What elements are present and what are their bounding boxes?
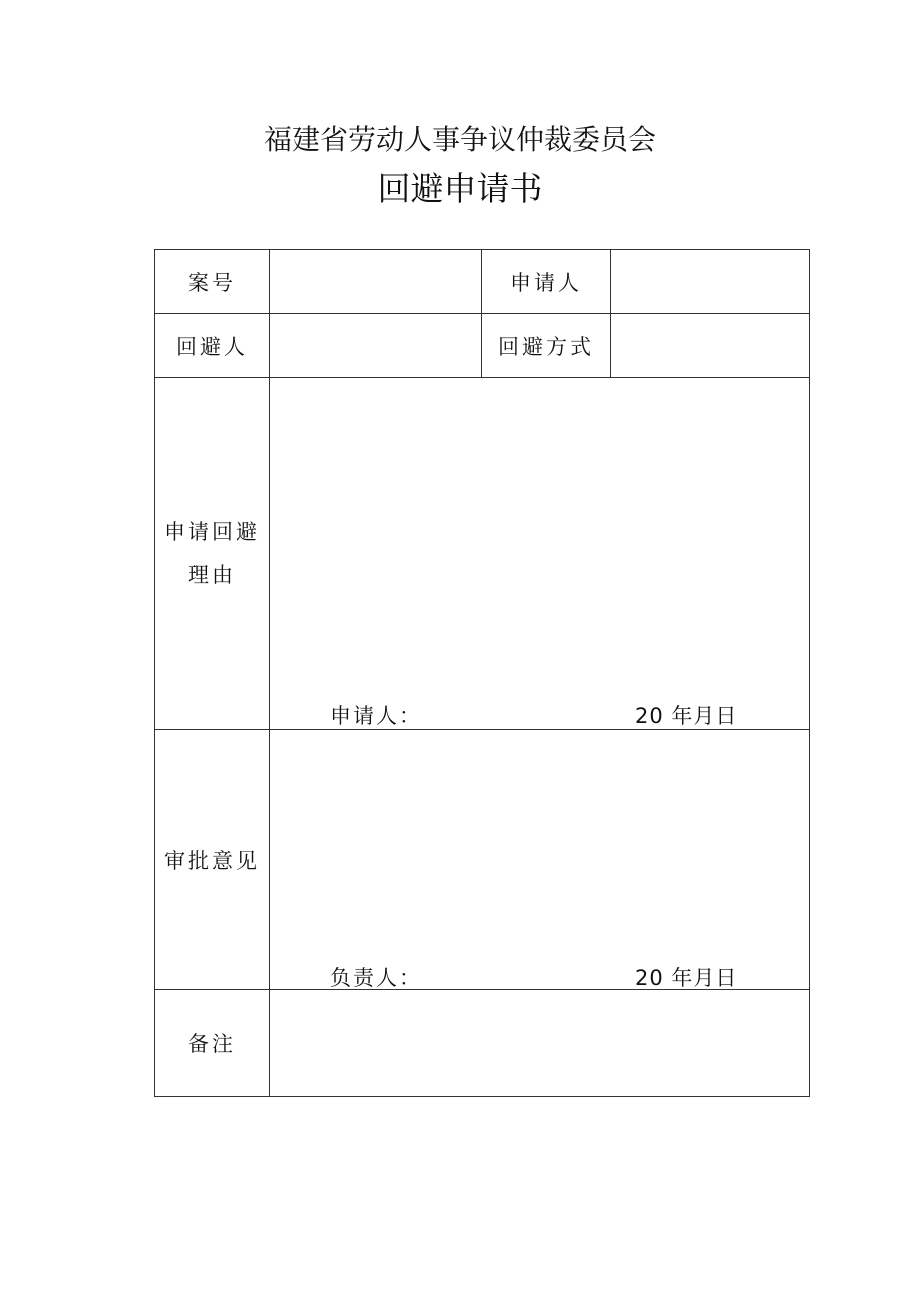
case-no-label: 案号	[155, 250, 270, 314]
row-approval	[155, 730, 810, 990]
remarks-field[interactable]	[270, 990, 810, 1097]
reason-signer-label: 申请人：	[330, 704, 422, 728]
row-remarks	[155, 990, 810, 1097]
row-recusal	[155, 314, 810, 378]
applicant-field[interactable]	[611, 250, 810, 314]
recused-person-field[interactable]	[270, 314, 482, 378]
applicant-label: 申请人	[482, 250, 611, 314]
document-title: 回避申请书	[377, 169, 543, 208]
reason-label-line1: 申请回避	[164, 519, 260, 544]
reason-label-line2: 理由	[188, 562, 236, 587]
reason-date: 20 年月日	[635, 704, 738, 728]
reason-label	[155, 378, 270, 730]
recusal-method-label: 回避方式	[482, 314, 611, 378]
reason-field[interactable]	[270, 378, 810, 730]
row-case-applicant	[155, 250, 810, 314]
recusal-form-table	[154, 249, 810, 1097]
remarks-label: 备注	[155, 990, 270, 1097]
approval-label: 审批意见	[155, 730, 270, 990]
recusal-method-field[interactable]	[611, 314, 810, 378]
organization-title: 福建省劳动人事争议仲裁委员会	[263, 123, 656, 156]
case-no-field[interactable]	[270, 250, 482, 314]
recused-person-label: 回避人	[155, 314, 270, 378]
approval-signer-label: 负责人：	[330, 966, 422, 990]
approval-date: 20 年月日	[635, 966, 738, 990]
approval-field[interactable]	[270, 730, 810, 990]
row-reason	[155, 378, 810, 730]
